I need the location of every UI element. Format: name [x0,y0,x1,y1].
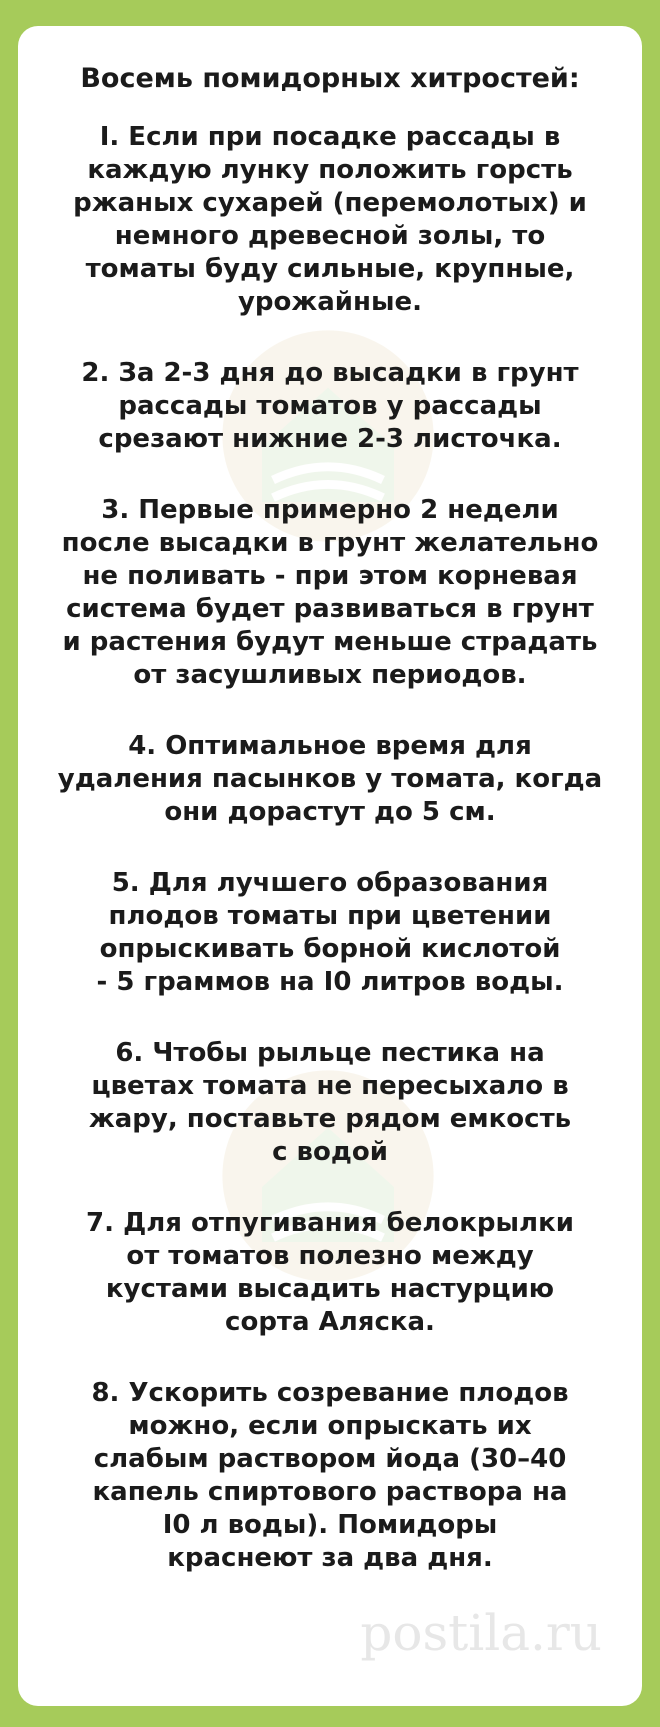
tip-4: 4. Оптимальное время для удаления пасынков у томата, когда они дорастут до 5 см. [57,731,603,827]
content-card [18,26,642,1706]
tip-2: 2. За 2-3 дня до высадки в грунт рассады томатов у рассады срезают нижние 2-3 листочка. [81,358,579,454]
tip-1: I. Если при посадке рассады в каждую лунку положить горсть ржаных сухарей (перемолотых) и немного древесной золы, то томаты буду сильные, крупные, урожайные. [73,122,587,317]
tip-3: 3. Первые примерно 2 недели после высадки в грунт желательно не поливать - при этом корневая система будет развиваться в грунт и растения будут меньше страдать от засушливых периодов. [61,495,599,690]
tip-6: 6. Чтобы рыльце пестика на цветах томата не пересыхало в жару, поставьте рядом емкость с водой [88,1038,572,1167]
tip-8: 8. Ускорить созревание плодов можно, если опрыскать их слабым раствором йода (30–40 капель спиртового раствора на I0 л воды). Помидоры краснеют за два дня. [91,1378,569,1573]
tip-5: 5. Для лучшего образования плодов томаты при цветении опрыскивать борной кислотой - 5 граммов на I0 литров воды. [96,868,564,997]
tip-7: 7. Для отпугивания белокрылки от томатов полезно между кустами высадить настурцию сорта Аляска. [86,1208,574,1337]
site-watermark: postila.ru [360,1604,602,1662]
article-body [18,26,642,1575]
article-title: Восемь помидорных хитростей: [80,63,580,94]
